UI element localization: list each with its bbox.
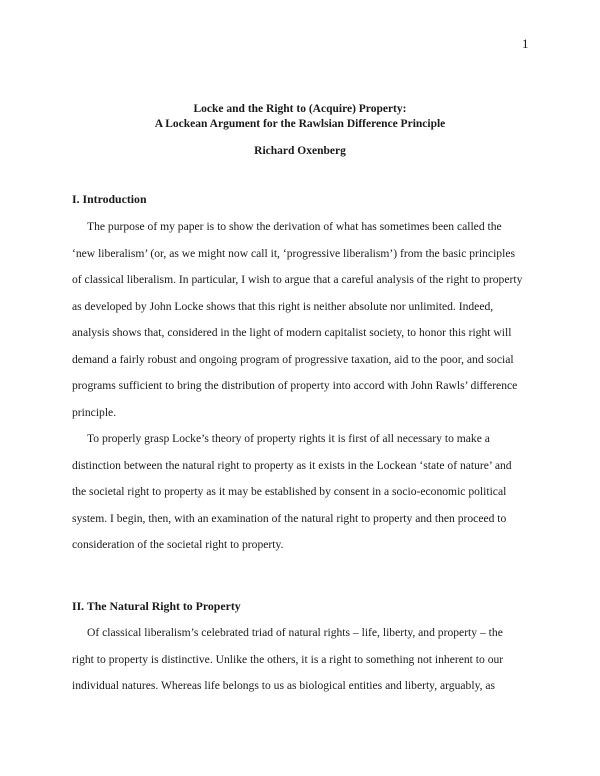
text-line: individual natures. Whereas life belongs to us as biological entities and liberty, arguably, as <box>72 679 496 692</box>
paragraph <box>72 620 538 700</box>
paragraph <box>72 214 538 426</box>
section-2-body <box>72 620 538 700</box>
author-name: Richard Oxenberg <box>254 145 346 157</box>
page-number: 1 <box>522 36 529 51</box>
text-line: programs sufficient to bring the distribution of property into accord with John Rawls’ difference <box>72 379 518 392</box>
section-1-body <box>72 214 538 559</box>
text-line: the societal right to property as it may be established by consent in a socio-economic political <box>72 485 507 498</box>
text-line: consideration of the societal right to property. <box>72 538 284 551</box>
section-2-heading: II. The Natural Right to Property <box>72 599 241 613</box>
title-line-2: A Lockean Argument for the Rawlsian Difference Principle <box>154 118 446 130</box>
section-1-heading: I. Introduction <box>72 192 147 206</box>
text-line: To properly grasp Locke’s theory of property rights it is first of all necessary to make a <box>87 432 490 445</box>
paragraph <box>72 426 538 559</box>
text-line: ‘new liberalism’ (or, as we might now call it, ‘progressive liberalism’) from the basic principles <box>72 246 515 260</box>
text-line: principle. <box>72 405 117 419</box>
text-line: analysis shows that, considered in the light of modern capitalist society, to honor this right will <box>72 326 512 339</box>
text-line: as developed by John Locke shows that this right is neither absolute nor unlimited. Indeed, <box>72 299 494 313</box>
title-line-1: Locke and the Right to (Acquire) Property: <box>193 103 407 115</box>
text-line: The purpose of my paper is to show the derivation of what has sometimes been called the <box>87 220 502 233</box>
text-line: system. I begin, then, with an examination of the natural right to property and then proceed to <box>72 511 507 525</box>
text-line: distinction between the natural right to property as it exists in the Lockean ‘state of nature’ and <box>72 458 512 472</box>
text-line: Of classical liberalism’s celebrated triad of natural rights – life, liberty, and property – the <box>87 626 503 639</box>
text-line: of classical liberalism. In particular, I wish to argue that a careful analysis of the right to property <box>72 273 523 286</box>
text-line: right to property is distinctive. Unlike the others, it is a right to something not inherent to our <box>72 652 504 666</box>
paper-title <box>0 102 600 132</box>
text-line: demand a fairly robust and ongoing program of progressive taxation, aid to the poor, and social <box>72 352 514 366</box>
